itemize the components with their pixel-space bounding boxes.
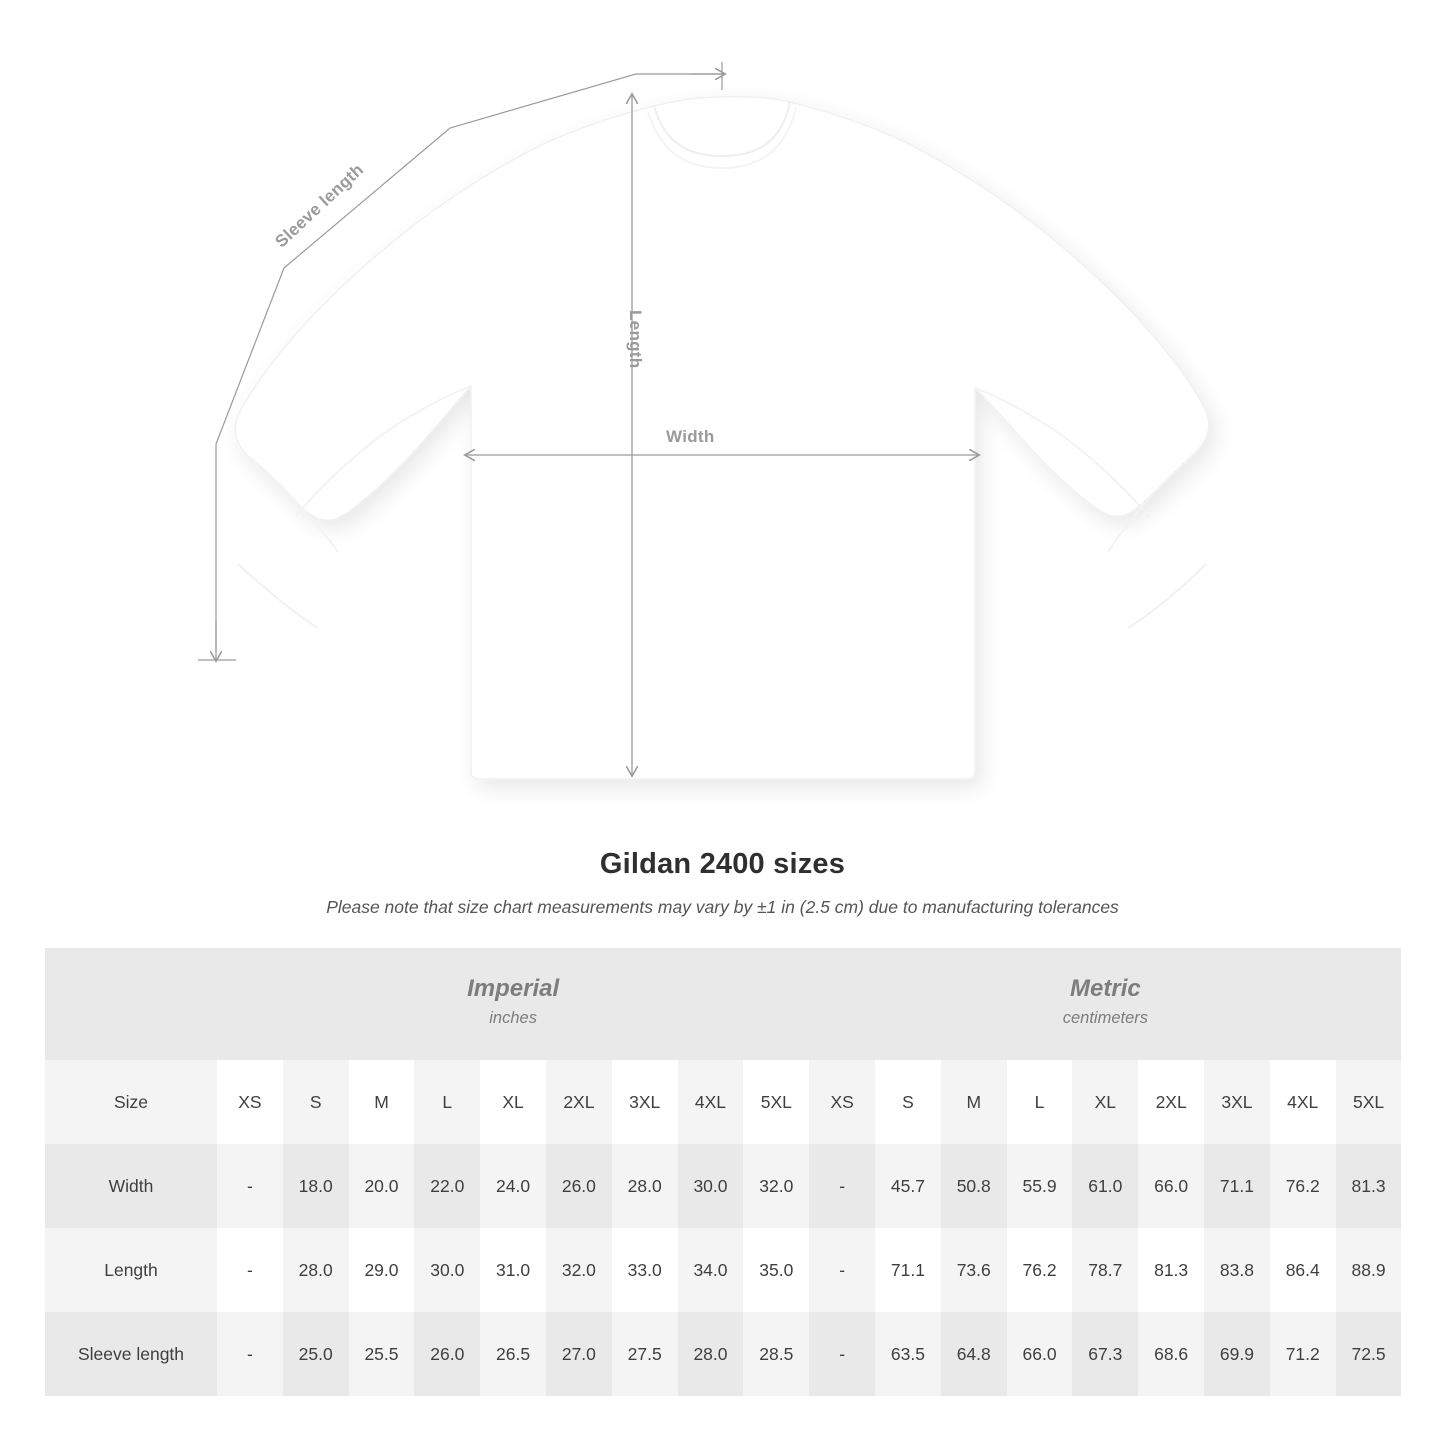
size-table-wrapper <box>45 948 1400 1396</box>
table-cell: 61.0 <box>1072 1144 1138 1228</box>
column-header-size: Size <box>45 1060 217 1144</box>
table-cell: 83.8 <box>1204 1228 1270 1312</box>
table-cell: 86.4 <box>1285 1259 1320 1280</box>
table-cell: 35.0 <box>759 1259 794 1280</box>
table-cell: - <box>809 1144 875 1228</box>
table-cell: 33.0 <box>627 1259 662 1280</box>
column-header-cell: 5XL <box>1336 1060 1402 1144</box>
table-cell: 76.2 <box>1022 1259 1057 1280</box>
unit-sub-imperial: inches <box>489 1009 537 1028</box>
table-cell: 28.0 <box>612 1144 678 1228</box>
column-header-cell: S <box>902 1091 914 1112</box>
length-label: Length <box>626 310 645 369</box>
table-row <box>45 1144 1401 1228</box>
table-cell: 31.0 <box>496 1259 531 1280</box>
size-chart-table <box>45 948 1401 1396</box>
column-header-cell: XL <box>1072 1060 1138 1144</box>
table-cell: 71.1 <box>890 1259 925 1280</box>
table-cell: - <box>246 1259 253 1280</box>
table-cell: 18.0 <box>283 1144 349 1228</box>
cuff-right <box>1128 564 1206 628</box>
table-cell: 72.5 <box>1336 1312 1402 1396</box>
unit-header-imperial <box>217 948 809 1060</box>
cuff-left <box>238 564 318 628</box>
unit-header-spacer <box>45 948 217 1060</box>
table-cell: 28.0 <box>283 1228 349 1312</box>
row-label-sleeve-length: Sleeve length <box>45 1312 217 1396</box>
table-cell: 29.0 <box>364 1259 399 1280</box>
shirt-shape <box>235 97 1209 779</box>
column-header-cell: XS <box>809 1060 875 1144</box>
column-header-cell: L <box>414 1060 480 1144</box>
column-header-cell: 4XL <box>678 1060 744 1144</box>
table-cell: 81.3 <box>1336 1144 1402 1228</box>
column-header-cell: 3XL <box>1204 1060 1270 1144</box>
table-cell: 30.0 <box>678 1144 744 1228</box>
sleeve-length-label: Sleeve length <box>271 159 368 252</box>
table-cell: 69.9 <box>1204 1312 1270 1396</box>
unit-name-imperial: Imperial <box>467 975 560 1003</box>
table-cell: 22.0 <box>414 1144 480 1228</box>
unit-header-row <box>45 948 1401 1060</box>
table-cell: 68.6 <box>1138 1312 1204 1396</box>
table-cell: 26.0 <box>546 1144 612 1228</box>
table-row <box>45 1312 1401 1396</box>
column-header-cell: M <box>941 1060 1007 1144</box>
table-cell: - <box>809 1228 875 1312</box>
table-cell: 20.0 <box>349 1144 415 1228</box>
table-cell: 25.0 <box>283 1312 349 1396</box>
title-block <box>0 848 1445 918</box>
tolerance-note: Please note that size chart measurements may vary by ±1 in (2.5 cm) due to manufacturing tolerances <box>326 897 1119 917</box>
row-label-length: Length <box>45 1228 217 1312</box>
table-cell: 30.0 <box>414 1228 480 1312</box>
table-cell: 71.1 <box>1204 1144 1270 1228</box>
column-header-cell: S <box>283 1060 349 1144</box>
column-header-cell: 4XL <box>1287 1091 1319 1112</box>
table-cell: 71.2 <box>1270 1312 1336 1396</box>
table-cell: 73.6 <box>941 1228 1007 1312</box>
table-cell: 66.0 <box>1138 1144 1204 1228</box>
table-cell: 32.0 <box>546 1228 612 1312</box>
width-label: Width <box>666 427 715 446</box>
unit-sub-metric: centimeters <box>1062 1009 1148 1028</box>
table-cell: 67.3 <box>1072 1312 1138 1396</box>
unit-header-metric <box>809 948 1401 1060</box>
column-header-cell: 5XL <box>760 1091 792 1112</box>
table-cell: - <box>217 1312 283 1396</box>
table-cell: - <box>809 1312 875 1396</box>
table-cell: 78.7 <box>1072 1228 1138 1312</box>
column-header-cell: 2XL <box>546 1060 612 1144</box>
size-header-row <box>45 1060 1401 1144</box>
table-cell: 26.0 <box>414 1312 480 1396</box>
column-header-cell: 3XL <box>629 1091 661 1112</box>
table-cell: 45.7 <box>875 1144 941 1228</box>
table-cell: 24.0 <box>480 1144 546 1228</box>
table-cell: 88.9 <box>1336 1228 1402 1312</box>
column-header-cell: M <box>374 1091 389 1112</box>
table-cell: 66.0 <box>1007 1312 1073 1396</box>
table-cell: 63.5 <box>875 1312 941 1396</box>
table-cell: 28.5 <box>743 1312 809 1396</box>
table-cell: 25.5 <box>349 1312 415 1396</box>
table-cell: 27.0 <box>546 1312 612 1396</box>
table-cell: - <box>217 1144 283 1228</box>
column-header-cell: XL <box>502 1091 524 1112</box>
table-cell: 81.3 <box>1154 1259 1189 1280</box>
table-cell: 32.0 <box>743 1144 809 1228</box>
table-cell: 28.0 <box>678 1312 744 1396</box>
table-row <box>45 1228 1401 1312</box>
table-cell: 50.8 <box>941 1144 1007 1228</box>
page-title: Gildan 2400 sizes <box>599 848 846 880</box>
column-header-cell: L <box>1034 1091 1045 1112</box>
row-label-width: Width <box>45 1144 217 1228</box>
table-cell: 64.8 <box>941 1312 1007 1396</box>
table-cell: 55.9 <box>1007 1144 1073 1228</box>
table-cell: 76.2 <box>1270 1144 1336 1228</box>
unit-name-metric: Metric <box>1070 975 1141 1003</box>
table-cell: 26.5 <box>480 1312 546 1396</box>
column-header-cell: 2XL <box>1155 1091 1187 1112</box>
table-cell: 27.5 <box>612 1312 678 1396</box>
column-header-cell: XS <box>238 1091 262 1112</box>
table-cell: 34.0 <box>678 1228 744 1312</box>
